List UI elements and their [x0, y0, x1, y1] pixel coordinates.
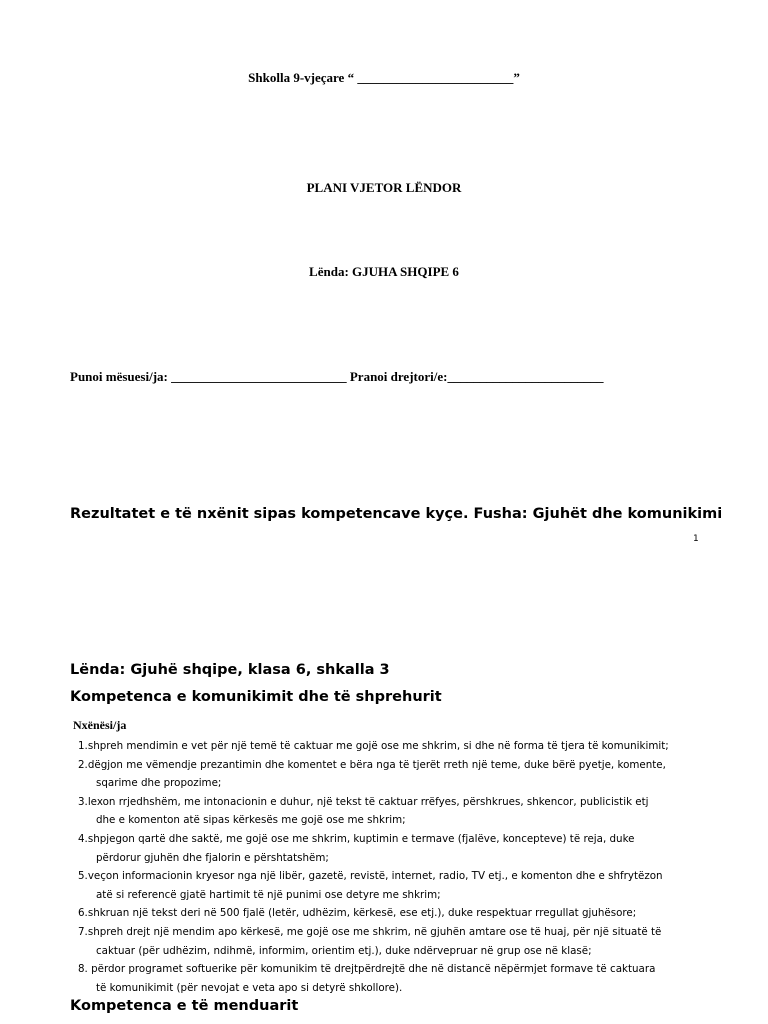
list-item — [78, 830, 698, 867]
subject-title: Lënda: GJUHA SHQIPE 6 — [309, 264, 459, 279]
list-item-continuation: atë si referencë gjatë hartimit të një punimi ose detyre me shkrim; — [96, 888, 441, 901]
list-item-text: 7.shpreh drejt një mendim apo kërkesë, me gojë ose me shkrim, në gjuhën amtare ose të huaj, për një situatë të — [78, 925, 662, 938]
list-item — [78, 923, 698, 960]
list-item — [78, 793, 698, 830]
list-item — [78, 867, 698, 904]
list-item — [78, 756, 698, 793]
list-item-text: 2.dëgjon me vëmendje prezantimin dhe komentet e bëra nga të tjerët rreth një teme, duke bërë pyetje, komente, — [78, 758, 666, 771]
school-name-line: Shkolla 9-vjeçare “ ________________________” — [248, 70, 520, 85]
list-item-text: 5.veçon informacionin kryesor nga një libër, gazetë, revistë, internet, radio, TV etj., e komenton dhe e shfrytëzon — [78, 870, 663, 883]
subject-class-heading: Lënda: Gjuhë shqipe, klasa 6, shkalla 3 — [70, 662, 390, 678]
page-number: 1 — [693, 534, 699, 544]
list-item-continuation: përdorur gjuhën dhe fjalorin e përshtatshëm; — [96, 851, 329, 864]
list-item-text: 4.shpjegon qartë dhe saktë, me gojë ose me shkrim, kuptimin e termave (fjalëve, koncepteve) të reja, duke — [78, 832, 635, 845]
list-item-continuation: të komunikimit (për nevojat e veta apo si detyrë shkollore). — [96, 981, 403, 994]
list-item-text: 1.shpreh mendimin e vet për një temë të caktuar me gojë ose me shkrim, si dhe në forma të tjera të komunikimit; — [78, 740, 669, 752]
list-item-continuation: dhe e komenton atë sipas kërkesës me gojë ose me shkrim; — [96, 814, 406, 827]
next-competence-heading: Kompetenca e të menduarit — [70, 998, 299, 1014]
list-item — [78, 904, 698, 923]
students-label: Nxënësi/ja — [73, 718, 127, 732]
list-item-text: 3.lexon rrjedhshëm, me intonacionin e duhur, një tekst të caktuar rrëfyes, përshkrues, shkencor, publicistik etj — [78, 795, 649, 808]
results-heading: Rezultatet e të nxënit sipas kompetencave kyçe. Fusha: Gjuhët dhe komunikimi — [70, 506, 723, 522]
list-item — [78, 737, 698, 756]
document-title: PLANI VJETOR LËNDOR — [306, 180, 462, 195]
list-item — [78, 960, 698, 997]
signature-line: Punoi mësuesi/ja: ___________________________ Pranoi drejtori/e:________________________ — [70, 369, 604, 384]
list-item-text: 6.shkruan një tekst deri në 500 fjalë (letër, udhëzim, kërkesë, ese etj.), duke respektuar rregullat gjuhësore; — [78, 907, 637, 920]
list-item-continuation: sqarime dhe propozime; — [96, 777, 222, 790]
outcomes-list — [78, 737, 698, 997]
list-item-text: 8. përdor programet softuerike për komunikim të drejtpërdrejtë dhe në distancë nëpërmjet formave të caktuara — [78, 963, 656, 976]
list-item-continuation: caktuar (për udhëzim, ndihmë, informim, orientim etj.), duke ndërvepruar në grup ose në klasë; — [96, 944, 592, 957]
competence-heading: Kompetenca e komunikimit dhe të shprehurit — [70, 689, 442, 705]
